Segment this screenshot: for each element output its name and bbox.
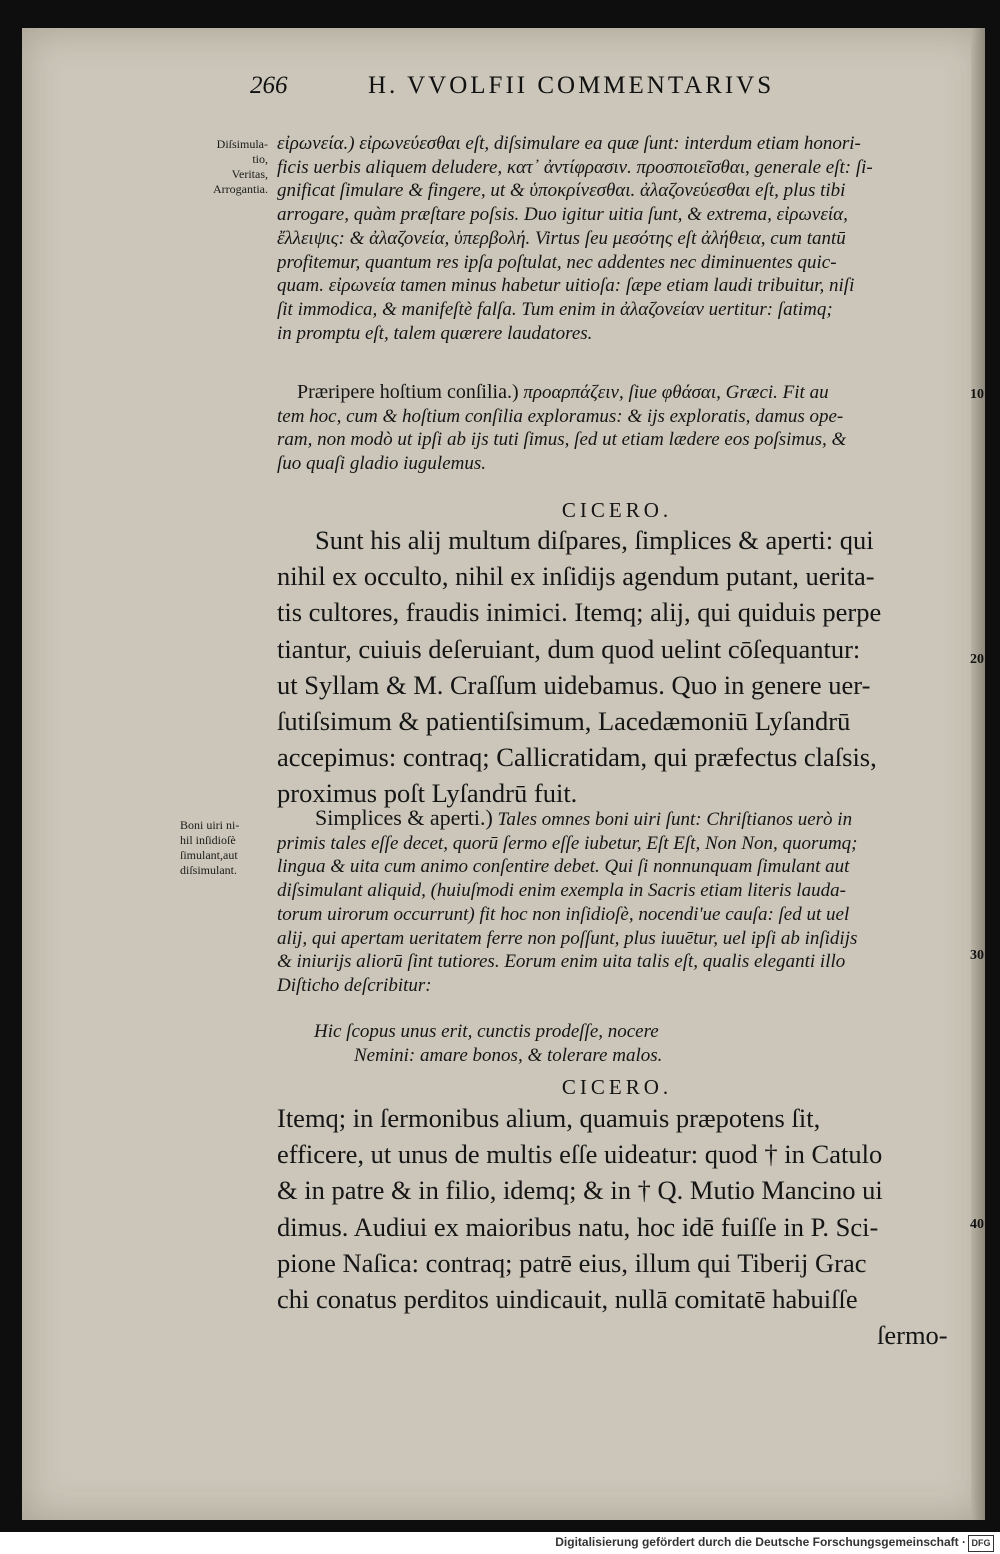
margin-note-dissimulatio: Diſsimula- tio, Veritas, Arrogantia. — [213, 137, 268, 196]
text-line — [277, 381, 977, 405]
footer-bar — [0, 1532, 1000, 1554]
text-line: ſutiſsimum & patientiſsimum, Lacedæmoniū Lyſandrū — [277, 706, 851, 737]
text-line: gnificat ſimulare & fingere, ut & ὑποκρίνεσθαι. ἀλαζονεύεσθαι eſt, plus tibi — [277, 180, 846, 202]
cicero-text-2 — [277, 1100, 977, 1353]
text-line: & iniurijs aliorū ſint tutiores. Eorum enim uita talis eſt, qualis eleganti illo — [277, 951, 846, 973]
line-number: 20 — [970, 652, 984, 667]
text-line: pione Naſica: contraq; patrē eius, illum qui Tiberij Grac — [277, 1247, 867, 1278]
text-line: Sunt his alij multum diſpares, ſimplices & aperti: qui — [315, 525, 874, 555]
text-line: in promptu eſt, talem quærere laudatores. — [277, 322, 593, 344]
commentary-dissimulatio — [277, 132, 977, 345]
text-line: efficere, ut unus de multis eſſe uideatur: quod † in Catulo — [277, 1139, 883, 1170]
dfg-logo-icon: DFG — [968, 1535, 994, 1552]
text-line: ſit immodica, & manifeſtè falſa. Tum enim in ἀλαζονείαν uertitur: ſatimq; — [277, 298, 833, 320]
text-line: ram, non modò ut ipſi ab ijs tuti ſimus, ſed ut etiam lædere eos poſsimus, & — [277, 429, 847, 451]
section-heading-cicero: CICERO. — [561, 498, 673, 522]
text-line: torum uirorum occurrunt) fit hoc non inſidioſè, nocendi'ue cauſa: ſed ut uel — [277, 903, 850, 925]
text-line: Itemq; in ſermonibus alium, quamuis præpotens ſit, — [277, 1103, 821, 1133]
line-number: 10 — [970, 387, 984, 402]
text-line: ἔλλειψις: & ἀλαζονεία, ὑπερβολή. Virtus ſeu μεσότης eſt ἀλήθεια, cum tantū — [277, 227, 846, 249]
running-header — [250, 72, 850, 112]
margin-note-boni-uiri: Boni uiri ni- hil inſidioſè ſimulant,aut diſsimulant. — [180, 818, 240, 877]
text-line — [277, 806, 977, 832]
verse-line: Nemini: amare bonos, & tolerare malos. — [354, 1044, 663, 1066]
text-line: nihil ex occulto, nihil ex inſidijs agendum putant, uerita- — [277, 561, 875, 592]
distich-verse — [277, 1020, 977, 1067]
text-line: ut Syllam & M. Craſſum uidebamus. Quo in genere uer- — [277, 669, 871, 700]
text-line: profitemur, quantum res ipſa poſtulat, nec addentes nec diminuentes quic- — [277, 251, 837, 273]
running-title: H. VVOLFII COMMENTARIVS — [368, 72, 775, 99]
text-line: tis cultores, fraudis inimici. Itemq; alij, qui quiduis perpe — [277, 597, 882, 628]
line-number: 30 — [970, 948, 984, 963]
commentary-simplices — [277, 806, 977, 998]
lemma-gloss: προαρπάζειν, ſiue φθάσαι, Græci. Fit au — [518, 382, 829, 403]
text-line: ſuo quaſi gladio iugulemus. — [277, 453, 486, 475]
commentary-praeripere — [277, 381, 977, 476]
lemma: Præripere hoſtium conſilia.) — [297, 381, 519, 403]
text-line: arrogare, quàm præſtare poſsis. Duo igitur uitia ſunt, & extrema, εἰρωνεία, — [277, 204, 848, 226]
text-line: lingua & uita cum animo conſentire debet. Qui ſi nonnunquam ſimulant aut — [277, 856, 850, 878]
text-line: proximus poſt Lyſandrū fuit. — [277, 778, 578, 809]
text-line: diſsimulant aliquid, (huiuſmodi enim exempla in Sacris etiam literis lauda- — [277, 880, 846, 902]
text-line: alij, qui apertam ueritatem ferre non poſſunt, plus iuuētur, uel ipſi ab inſidijs — [277, 927, 858, 949]
text-line: tem hoc, cum & hoſtium conſilia exploramus: & ijs exploratis, damus ope- — [277, 405, 844, 427]
text-line: Diſticho deſcribitur: — [277, 974, 432, 996]
lemma: Simplices & aperti.) — [315, 806, 493, 830]
verse-line: Hic ſcopus unus erit, cunctis prodeſſe, nocere — [314, 1021, 659, 1042]
text-line: & in patre & in filio, idemq; & in † Q. Mutio Mancino ui — [277, 1175, 883, 1206]
line-number: 40 — [970, 1217, 984, 1232]
page-number: 266 — [250, 72, 288, 99]
text-line: accepimus: contraq; Callicratidam, qui præfectus claſsis, — [277, 742, 877, 773]
section-heading-cicero: CICERO. — [561, 1075, 673, 1099]
text-line: quam. εἰρωνεία tamen minus habetur uitioſa: ſæpe etiam laudi tribuitur, niſi — [277, 275, 855, 297]
text-line: dimus. Audiui ex maioribus natu, hoc idē fuiſſe in P. Sci- — [277, 1211, 879, 1242]
text-line: primis tales eſſe decet, quorū ſermo eſſe iubetur, Eſt Eſt, Non Non, quorumq; — [277, 832, 858, 854]
text-line: ficis uerbis aliquem deludere, κατ᾽ ἀντίφρασιν. προσποιεῖσθαι, generale eſt: ſi- — [277, 156, 873, 178]
text-line: tiantur, cuiuis deſeruiant, dum quod uelint cōſequantur: — [277, 633, 861, 664]
text-line: εἰρωνεία.) εἰρωνεύεσθαι eſt, diſsimulare ea quæ ſunt: interdum etiam honori- — [277, 133, 861, 154]
cicero-text-1 — [277, 522, 977, 812]
funding-credit: Digitalisierung gefördert durch die Deutsche Forschungsgemeinschaft · — [555, 1535, 966, 1549]
lemma-gloss: Tales omnes boni uiri ſunt: Chriſtianos uerò in — [492, 809, 853, 830]
text-line: chi conatus perditos uindicauit, nullā comitatē habuiſſe — [277, 1284, 858, 1315]
text-line: ſermo- — [877, 1320, 948, 1351]
